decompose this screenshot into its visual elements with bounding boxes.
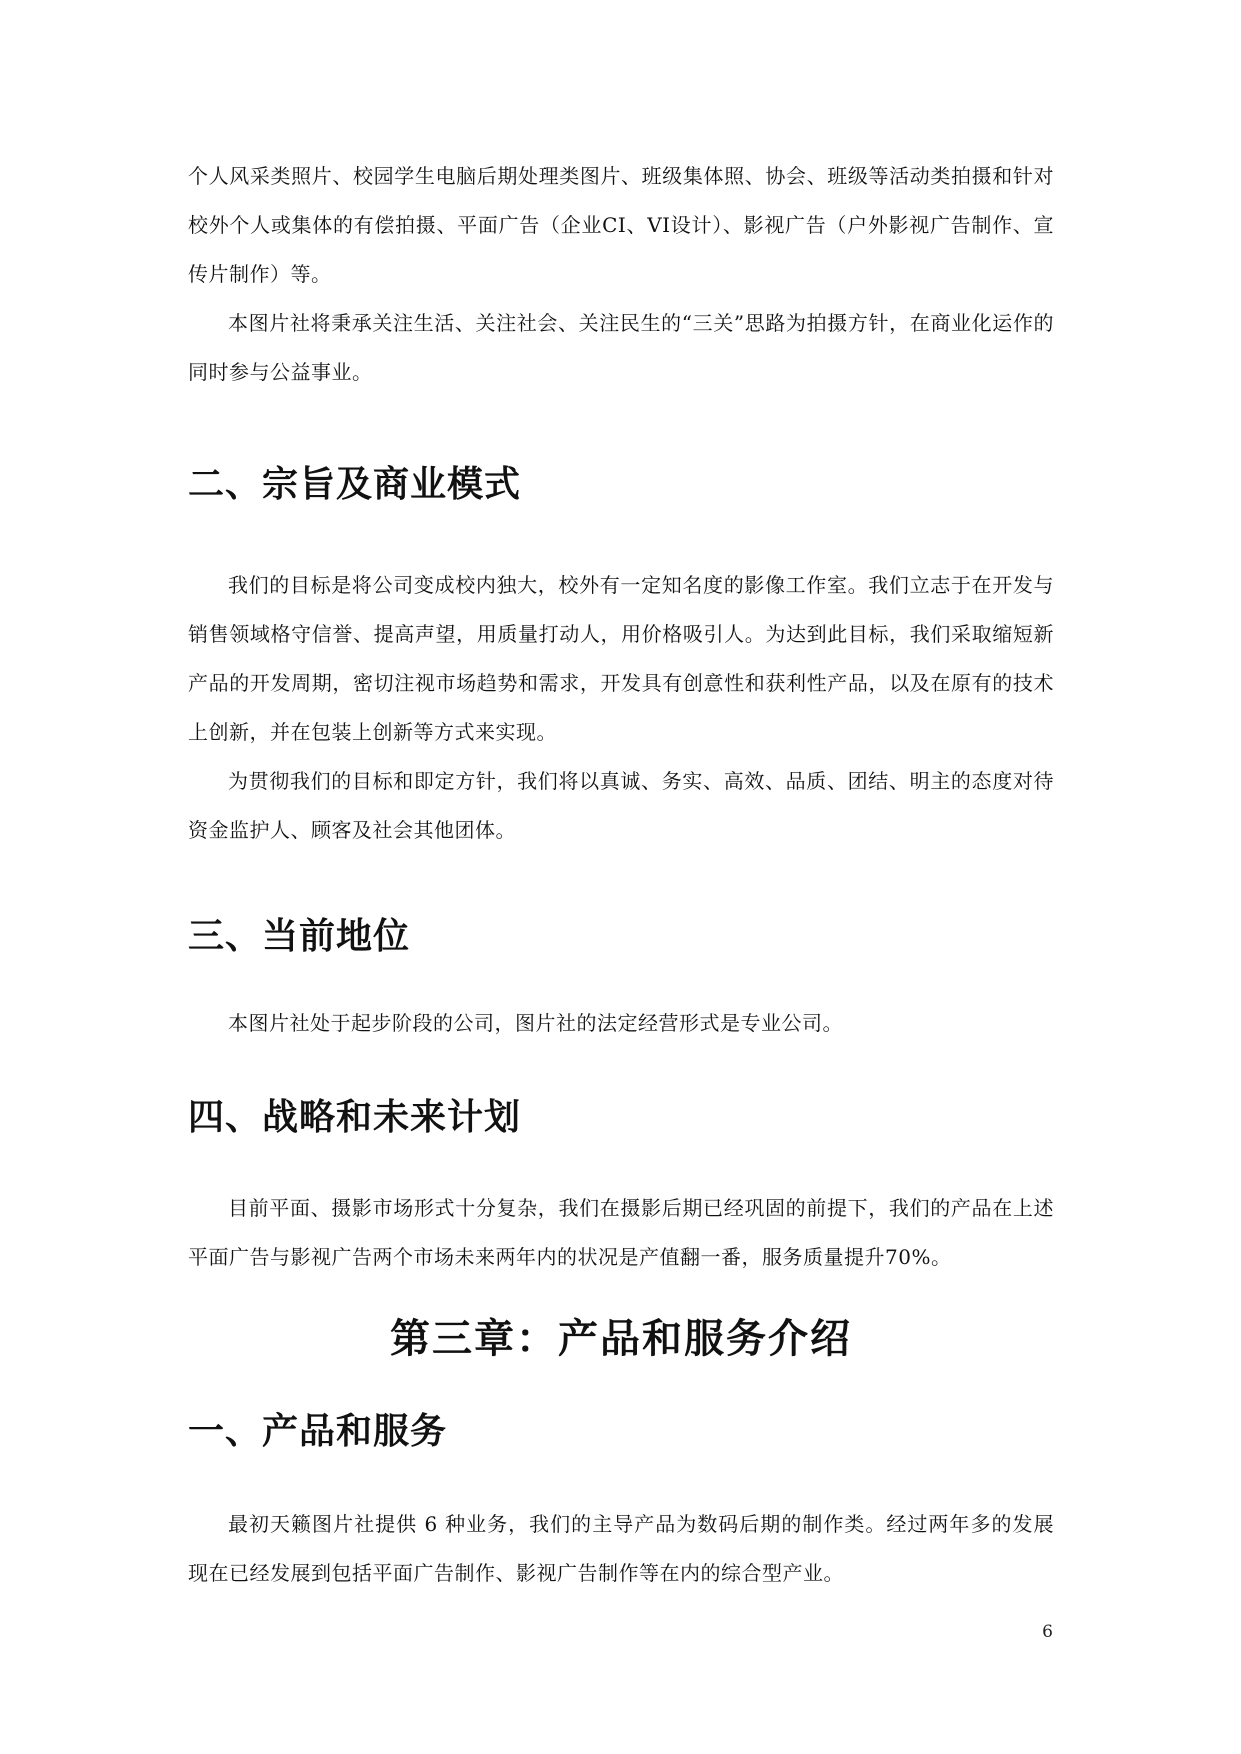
paragraph-goal: 我们的目标是将公司变成校内独大，校外有一定知名度的影像工作室。我们立志于在开发与销售领域格守信誉、提高声望，用质量打动人，用价格吸引人。为达到此目标，我们采取缩短新产品的开发周期，密切注视市场趋势和需求，开发具有创意性和获利性产品，以及在原有的技术上创新，并在包装上创新等方式来实现。 [188,573,1054,744]
section-heading-strategy: 四、战略和未来计划 [188,1097,522,1138]
chapter-heading: 第三章：产品和服务介绍 [390,1316,852,1362]
section-heading-products: 一、产品和服务 [188,1411,448,1452]
paragraph-principle: 本图片社将秉承关注生活、关注社会、关注民生的“三关”思路为拍摄方针，在商业化运作的同时参与公益事业。 [188,311,1054,384]
paragraph-continued: 个人风采类照片、校园学生电脑后期处理类图片、班级集体照、协会、班级等活动类拍摄和针对校外个人或集体的有偿拍摄、平面广告（企业CI、VI设计）、影视广告（户外影视广告制作、宣传片制作）等。 [188,164,1054,286]
paragraph-status: 本图片社处于起步阶段的公司，图片社的法定经营形式是专业公司。 [228,1011,843,1035]
paragraph-products: 最初天籁图片社提供 6 种业务，我们的主导产品为数码后期的制作类。经过两年多的发展现在已经发展到包括平面广告制作、影视广告制作等在内的综合型产业。 [188,1512,1054,1585]
paragraph-attitude: 为贯彻我们的目标和即定方针，我们将以真诚、务实、高效、品质、团结、明主的态度对待资金监护人、顾客及社会其他团体。 [188,769,1054,842]
section-heading-current-status: 三、当前地位 [188,916,411,957]
page-number: 6 [1042,1622,1053,1642]
paragraph-strategy: 目前平面、摄影市场形式十分复杂，我们在摄影后期已经巩固的前提下，我们的产品在上述平面广告与影视广告两个市场未来两年内的状况是产值翻一番，服务质量提升70%。 [188,1196,1054,1269]
section-heading-purpose: 二、宗旨及商业模式 [188,464,522,505]
page-content [188,152,1054,1598]
